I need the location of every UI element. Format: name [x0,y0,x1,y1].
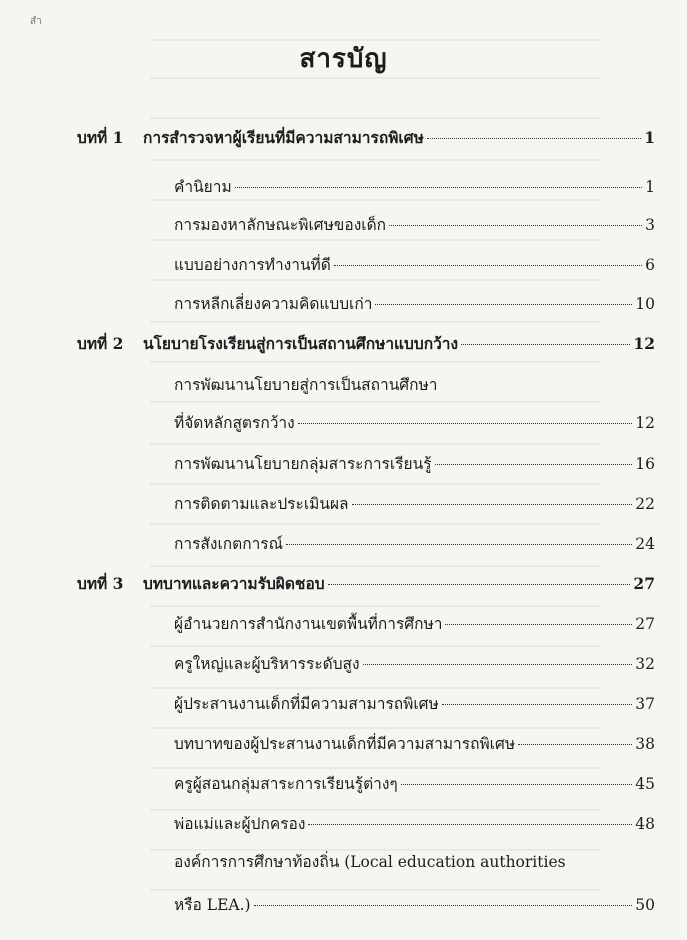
toc-entry[interactable] [174,491,655,516]
entry-title: การพัฒนานโยบายกลุ่มสาระการเรียนรู้ [174,455,432,473]
toc-chapter-1[interactable] [77,125,655,150]
page-number: 10 [635,295,655,313]
entry-title: การหลีกเลี่ยงความคิดแบบเก่า [174,295,373,313]
corner-mark: สำ [30,16,42,27]
toc-entry[interactable] [174,451,655,476]
toc-entry[interactable] [174,771,655,796]
leader-dots [401,784,633,785]
toc-entry[interactable] [174,174,655,199]
leader-dots [328,584,631,585]
toc-entry[interactable] [174,531,655,556]
entry-title-line-2: หรือ LEA.) [174,896,251,914]
leader-dots [286,544,632,545]
page-number: 24 [635,535,655,553]
toc-entry[interactable] [174,651,655,676]
page-number: 38 [635,735,655,753]
entry-title-line-1[interactable]: องค์การการศึกษาท้องถิ่น (Local education authorities [174,853,566,871]
leader-dots [442,704,633,705]
page-number: 48 [635,815,655,833]
leader-dots [427,138,641,139]
toc-entry[interactable] [174,611,655,636]
chapter-title: นโยบายโรงเรียนสู่การเป็นสถานศึกษาแบบกว้าง [143,334,459,353]
chapter-title: การสำรวจหาผู้เรียนที่มีความสามารถพิเศษ [143,128,424,147]
page-number: 3 [645,216,655,234]
leader-dots [375,304,632,305]
leader-dots [254,905,633,906]
page-number: 16 [635,455,655,473]
leader-dots [363,664,633,665]
leader-dots [334,265,642,266]
leader-dots [461,344,630,345]
entry-title: บทบาทของผู้ประสานงานเด็กที่มีความสามารถพิเศษ [174,735,516,753]
entry-title: ครูผู้สอนกลุ่มสาระการเรียนรู้ต่างๆ [174,775,398,793]
entry-title: การสังเกตการณ์ [174,535,283,553]
toc-chapter-3[interactable] [77,571,655,596]
page-number: 45 [635,775,655,793]
page-number: 37 [635,695,655,713]
page-number: 6 [645,256,655,274]
entry-title: พ่อแม่และผู้ปกครอง [174,815,306,833]
entry-title: ครูใหญ่และผู้บริหารระดับสูง [174,655,360,673]
page-number: 32 [635,655,655,673]
entry-title-line-1[interactable]: การพัฒนานโยบายสู่การเป็นสถานศึกษา [174,376,438,394]
entry-title: ผู้อำนวยการสำนักงานเขตพื้นที่การศึกษา [174,615,443,633]
leader-dots [298,423,633,424]
page-number: 12 [635,414,655,432]
leader-dots [389,225,642,226]
page-number: 22 [635,495,655,513]
toc-entry[interactable] [174,410,655,435]
leader-dots [235,187,642,188]
toc-entry[interactable] [174,691,655,716]
entry-title: การติดตามและประเมินผล [174,495,349,513]
page-title: สารบัญ [299,44,388,74]
page-number: 50 [635,896,655,914]
toc-entry[interactable] [174,212,655,237]
entry-title: คำนิยาม [174,178,232,196]
entry-title: ผู้ประสานงานเด็กที่มีความสามารถพิเศษ [174,695,439,713]
leader-dots [352,504,633,505]
entry-title: แบบอย่างการทำงานที่ดี [174,256,331,274]
page-number: 1 [644,128,655,147]
toc-chapter-2[interactable] [77,331,655,356]
entry-title: การมองหาลักษณะพิเศษของเด็ก [174,216,387,234]
leader-dots [518,744,632,745]
leader-dots [308,824,632,825]
chapter-number: บทที่ 3 [77,574,124,593]
chapter-number: บทที่ 1 [77,128,124,147]
toc-entry[interactable] [174,252,655,277]
toc-entry[interactable] [174,892,655,917]
leader-dots [445,624,632,625]
page-number: 27 [633,574,655,593]
page-number: 1 [645,178,655,196]
chapter-title: บทบาทและความรับผิดชอบ [143,574,325,593]
toc-entry[interactable] [174,811,655,836]
leader-dots [435,464,633,465]
entry-title-line-2: ที่จัดหลักสูตรกว้าง [174,414,295,432]
toc-entry[interactable] [174,731,655,756]
page-number: 12 [633,334,655,353]
page-number: 27 [635,615,655,633]
toc-entry[interactable] [174,291,655,316]
chapter-number: บทที่ 2 [77,334,124,353]
